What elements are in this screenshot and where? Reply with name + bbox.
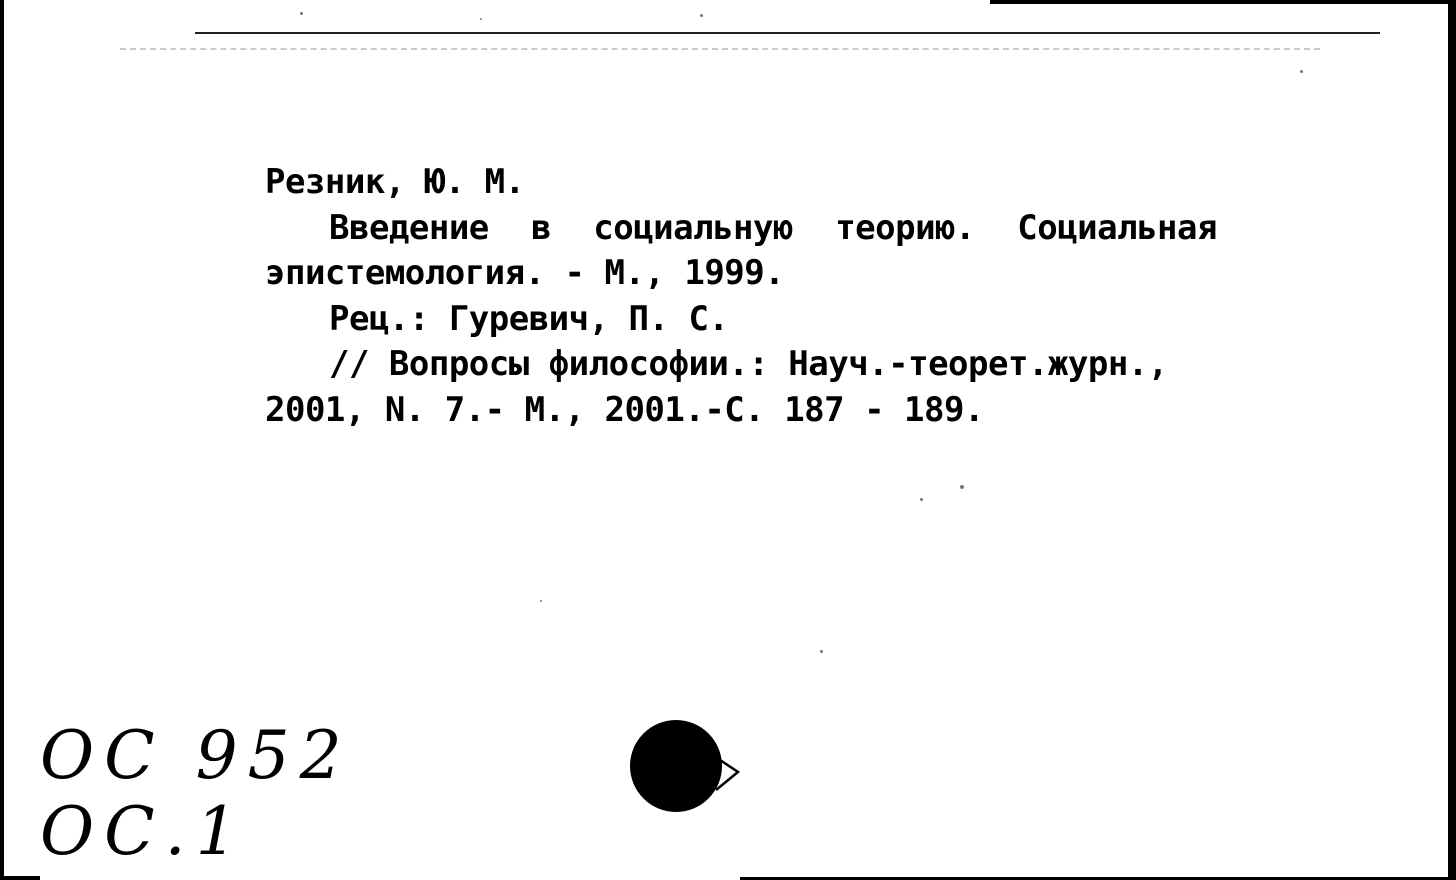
scan-speck <box>700 14 703 17</box>
card-top-faint-rule <box>120 48 1320 50</box>
title-word: социальную <box>593 207 793 248</box>
entry-title-line-1 <box>265 206 1265 252</box>
card-border-bottom-left <box>0 876 40 880</box>
scan-speck <box>960 485 964 489</box>
card-top-rule <box>195 32 1380 34</box>
entry-source-line-2: 2001, N. 7.- М., 2001.-С. 187 - 189. <box>265 389 984 430</box>
entry-review: Рец.: Гуревич, П. С. <box>329 298 729 339</box>
scan-speck <box>480 18 482 20</box>
punch-hole <box>630 720 722 812</box>
shelfmark-line-2: ОС.1 <box>40 793 248 870</box>
bibliographic-entry <box>265 160 1265 433</box>
scan-speck <box>540 600 542 602</box>
card-border-left <box>0 0 4 880</box>
punch-hole-edge-icon <box>712 752 742 792</box>
shelfmark-line-1: ОС 952 <box>40 717 352 794</box>
entry-author: Резник, Ю. М. <box>265 162 525 202</box>
title-word: в <box>531 207 551 248</box>
card-border-right <box>1448 0 1456 880</box>
entry-source-line-1: // Вопросы философии.: Науч.-теорет.журн., <box>329 344 1168 384</box>
scan-speck <box>300 12 303 15</box>
entry-title-line-2: эпистемология. - М., 1999. <box>265 253 785 293</box>
title-word: Социальная <box>1017 207 1217 248</box>
scan-speck <box>1300 70 1303 73</box>
title-word: Введение <box>329 207 489 248</box>
title-word: теорию. <box>835 207 975 248</box>
scan-speck <box>820 650 823 653</box>
scan-speck <box>920 498 923 501</box>
handwritten-shelfmark <box>40 718 352 870</box>
card-border-top <box>990 0 1456 4</box>
